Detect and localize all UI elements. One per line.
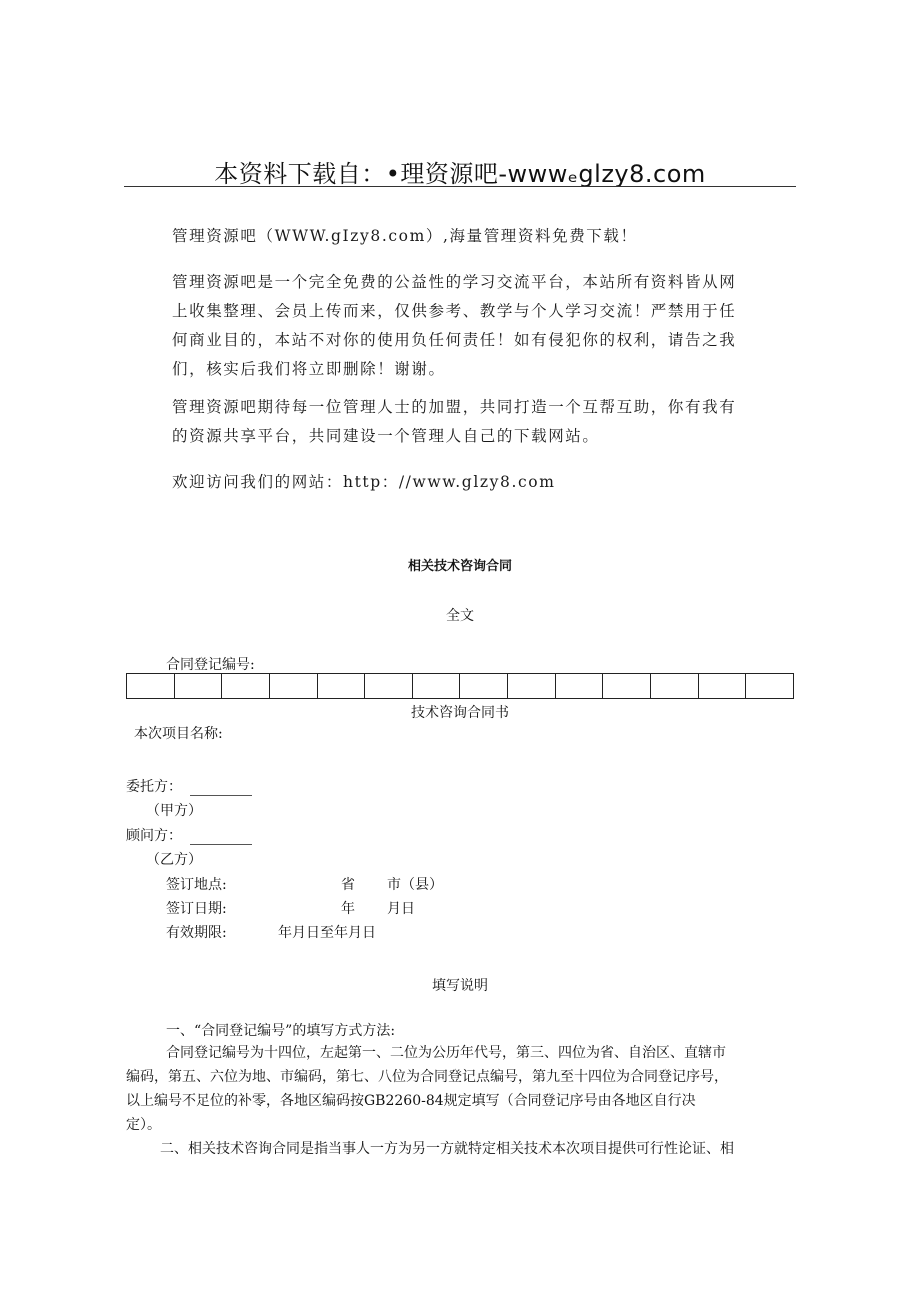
party-a-label: （甲方） [146, 803, 202, 819]
client-label: 委托方： [126, 779, 182, 795]
consultant-blank-field[interactable] [190, 830, 252, 845]
registration-number-cell[interactable] [698, 674, 746, 698]
section-1-body [126, 1041, 796, 1137]
document-subtitle: 全文 [446, 608, 474, 624]
section-1-title: 一、“合同登记编号”的填写方式方法: [166, 1023, 396, 1039]
sign-date-year: 年 [341, 901, 355, 917]
page-header-title: 本资料下载自：•理资源吧-wwwₑglzy8.com [214, 160, 706, 188]
client-blank-field[interactable] [190, 781, 252, 796]
registration-number-cell[interactable] [459, 674, 507, 698]
section-1-line: 编码，第五、六位为地、市编码，第七、八位为合同登记点编号，第九至十四位为合同登记序号， [126, 1069, 728, 1085]
sign-date-month-day: 月日 [387, 901, 415, 917]
project-name-label: 本次项目名称: [134, 726, 223, 742]
validity-value: 年月日至年月日 [278, 925, 376, 941]
contract-book-title: 技术咨询合同书 [411, 705, 509, 721]
client-row [126, 776, 252, 796]
registration-number-cell[interactable] [127, 674, 174, 698]
intro-paragraph-3 [172, 393, 788, 451]
registration-number-cell[interactable] [412, 674, 460, 698]
sign-place-city: 市（县） [387, 877, 443, 893]
intro-paragraph-2 [172, 268, 788, 384]
header-divider [124, 186, 796, 187]
section-2-start: 二、相关技术咨询合同是指当事人一方为另一方就特定相关技术本次项目提供可行性论证、相 [160, 1141, 734, 1157]
validity-label: 有效期限: [166, 925, 227, 941]
consultant-row [126, 825, 252, 845]
registration-number-cell[interactable] [317, 674, 365, 698]
party-b-label: （乙方） [146, 852, 202, 868]
intro-para3-line: 的资源共享平台，共同建设一个管理人自己的下载网站。 [172, 427, 600, 445]
intro-para2-line: 管理资源吧是一个完全免费的公益性的学习交流平台，本站所有资料皆从网 [172, 273, 737, 291]
section-1-line: 定）。 [126, 1117, 161, 1133]
registration-number-cell[interactable] [221, 674, 269, 698]
intro-para2-line: 们，核实后我们将立即删除！谢谢。 [172, 360, 446, 378]
sign-date-label: 签订日期: [166, 901, 227, 917]
visit-website-link[interactable]: 欢迎访问我们的网站：http：//www.glzy8.com [172, 473, 556, 491]
registration-number-cell[interactable] [174, 674, 222, 698]
consultant-label: 顾问方： [126, 828, 182, 844]
registration-number-cell[interactable] [555, 674, 603, 698]
registration-number-cell[interactable] [269, 674, 317, 698]
intro-para2-line: 何商业目的，本站不对你的使用负任何责任！如有侵犯你的权利，请告之我 [172, 331, 737, 349]
intro-para3-line: 管理资源吧期待每一位管理人士的加盟，共同打造一个互帮互助，你有我有 [172, 398, 737, 416]
section-1-line: 合同登记编号为十四位，左起第一、二位为公历年代号，第三、四位为省、自治区、直辖市 [166, 1045, 726, 1061]
document-title: 相关技术咨询合同 [407, 559, 512, 574]
registration-number-table [126, 673, 794, 699]
registration-number-cell[interactable] [507, 674, 555, 698]
section-1-line: 以上编号不足位的补零，各地区编码按GB2260-84规定填写（合同登记序号由各地区自行决 [126, 1093, 696, 1109]
registration-number-cell[interactable] [745, 674, 793, 698]
intro-line: 管理资源吧（WWW.gIzy8.com）,海量管理资料免费下载！ [172, 227, 638, 245]
instructions-title: 填写说明 [432, 978, 488, 994]
sign-place-province: 省 [341, 877, 355, 893]
registration-number-cell[interactable] [650, 674, 698, 698]
intro-para2-line: 上收集整理、会员上传而来，仅供参考、教学与个人学习交流！严禁用于任 [172, 302, 737, 320]
registration-number-cell[interactable] [364, 674, 412, 698]
registration-number-cell[interactable] [602, 674, 650, 698]
registration-number-label: 合同登记编号: [166, 657, 255, 673]
sign-place-label: 签订地点: [166, 877, 227, 893]
